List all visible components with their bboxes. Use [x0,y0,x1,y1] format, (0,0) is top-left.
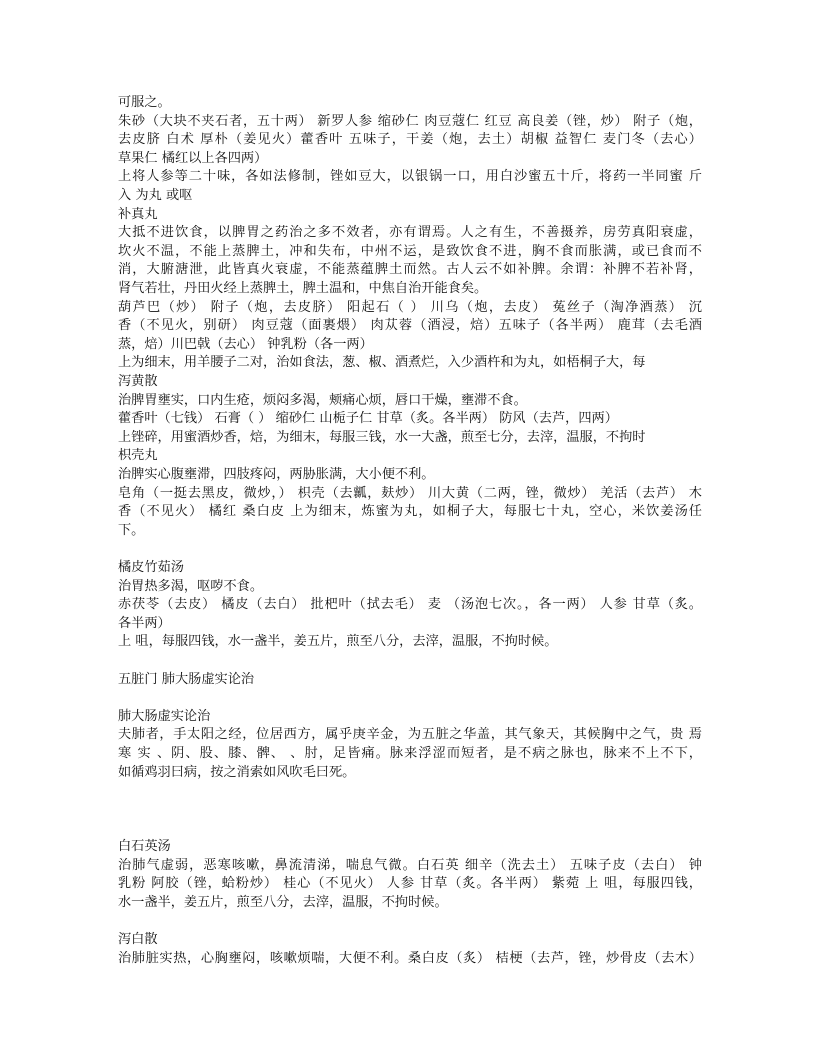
text-line: 坎火不温，不能上蒸脾土，冲和失布，中州不运，是致饮食不进，胸不食而胀满，或已食而不 [118,243,702,259]
text-line: 可服之。 [118,95,171,110]
text-line: 寒 实 、阴、股、膝、髀、 、肘，足皆痛。脉来浮涩而短者，是不病之脉也，脉来不上不下， [118,746,702,761]
text-line: 治脾实心腹壅滞，四肢疼闷，两胁胀满，大小便不利。 [118,467,435,482]
text-line: 如循鸡羽曰病，按之消索如风吹毛曰死。 [118,764,356,780]
text-line: 上将人参等二十味，各如法修制，锉如豆大，以银锅一口，用白沙蜜五十斤，将药一半同蜜 斤 [118,169,702,185]
text-line: 泻白散 [118,932,158,947]
text-line: 乳粉 阿胶（锉，蛤粉炒） 桂心（不见火） 人参 甘草（炙。各半两） 紫菀 上 咀，每服四钱， [118,876,702,892]
text-line: 消，大腑溏泄，此皆真火衰虚，不能蒸蕴脾土而然。古人云不如补脾。余谓：补脾不若补肾， [118,262,702,278]
text-line: 补真丸 [118,206,158,222]
text-line: 赤茯苓（去皮） 橘皮（去白） 批杷叶（拭去毛） 麦 （汤泡七次。，各一两） 人参 甘草（炙。 [118,597,702,613]
text-line: 枳壳丸 [118,448,158,464]
text-line: 去皮脐 白术 厚朴（姜见火）藿香叶 五味子，干姜（炮，去土）胡椒 益智仁 麦门冬（去心） [118,132,702,148]
text-line: 白石英汤 [118,839,171,854]
text-line: 橘皮竹茹汤 [118,560,184,575]
text-line: 夫肺者，手太阳之经，位居西方，属乎庚辛金，为五脏之华盖，其气象天，其候胸中之气，贵 焉 [118,727,702,743]
text-line: 入 为丸 或呕 [118,188,193,203]
text-line: 上为细末，用羊腰子二对，治如食法，葱、椒、酒煮烂，入少酒杵和为丸，如梧桐子大，每 [118,355,646,371]
text-line: 肾气若壮，丹田火经上蒸脾土，脾土温和，中焦自治开能食矣。 [118,281,488,296]
text-line: 泻黄散 [118,374,158,389]
text-line: 五脏门 肺大肠虚实论治 [118,671,255,687]
text-line: 香（不见火） 橘红 桑白皮 上为细末，炼蜜为丸，如桐子大，每服七十丸，空心，米饮姜汤任 [118,504,702,520]
text-line: 大抵不进饮食，以脾胃之药治之多不效者，亦有谓焉。人之有生，不善摄养，房劳真阳衰虚， [118,225,702,241]
text-line: 朱砂（大块不夹石者，五十两） 新罗人参 缩砂仁 肉豆蔻仁 红豆 高良姜（锉，炒） 附子（炮， [118,113,702,129]
text-line: 治胃热多渴，呕哕不食。 [118,578,264,594]
text-line: 治肺脏实热，心胸壅闷，咳嗽烦喘，大便不利。桑白皮（炙） 桔梗（去芦，锉，炒骨皮（去木） [118,950,702,966]
text-line: 水一盏半，姜五片，煎至八分，去滓，温服，不拘时候。 [118,894,448,910]
text-line: 治脾胃壅实，口内生疮，烦闷多渴，颊痛心烦，唇口干燥，壅滞不食。 [118,392,527,408]
text-line: 治肺气虚弱，恶寒咳嗽，鼻流清涕，喘息气微。白石英 细辛（洗去土） 五味子皮（去白） 钟 [118,857,702,873]
text-line: 各半两） [118,615,171,631]
text-line: 葫芦巴（炒） 附子（炮，去皮脐） 阳起石（ ） 川乌（炮，去皮） 菟丝子（淘净酒蒸） 沉 [118,299,702,315]
text-line: 上锉碎，用蜜酒炒香，焙，为细末，每服三钱，水一大盏，煎至七分，去滓，温服，不拘时 [118,429,646,445]
text-line: 藿香叶（七钱） 石膏（ ） 缩砂仁 山栀子仁 甘草（炙。各半两） 防风（去芦，四两） [118,411,618,427]
text-line: 肺大肠虚实论治 [118,708,211,724]
text-line: 上 咀，每服四钱，水一盏半，姜五片，煎至八分，去滓，温服，不拘时候。 [118,634,558,650]
text-line: 皂角（一挺去黑皮，微炒，） 枳壳（去瓤，麸炒） 川大黄（二两，锉，微炒） 羌活（去芦） 木 [118,485,702,501]
text-line: 香（不见火，别研） 肉豆蔻（面裹煨） 肉苁蓉（酒浸，焙）五味子（各半两） 鹿茸（去毛酒 [118,318,702,334]
text-line: 下。 [118,522,145,538]
text-line: 蒸，焙）川巴戟（去心） 钟乳粉（各一两） [118,336,373,352]
text-line: 草果仁 橘红以上各四两） [118,150,268,166]
